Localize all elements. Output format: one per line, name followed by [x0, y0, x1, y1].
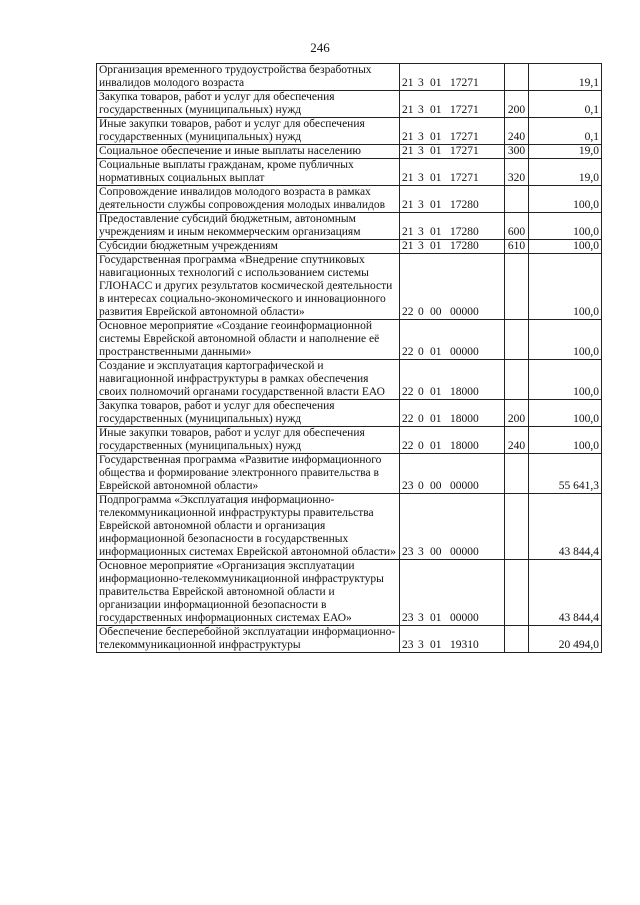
- row-name: Основное мероприятие «Создание геоинформационной системы Еврейской автономной области и наполнение её пространственными данными»: [97, 320, 400, 360]
- code-part: 00000: [450, 480, 479, 492]
- row-code: [400, 159, 505, 186]
- code-part: 17271: [450, 77, 479, 89]
- code-part: 01: [430, 413, 442, 425]
- row-expense-type: [505, 320, 529, 360]
- row-amount: 43 844,4: [529, 494, 602, 560]
- row-amount: 100,0: [529, 320, 602, 360]
- table-row: [97, 64, 602, 91]
- code-part: 22: [402, 413, 414, 425]
- row-amount: 0,1: [529, 91, 602, 118]
- code-part: 21: [402, 131, 414, 143]
- code-part: 23: [402, 480, 414, 492]
- row-expense-type: [505, 494, 529, 560]
- code-part: 3: [418, 546, 424, 558]
- row-code: [400, 320, 505, 360]
- table-row: [97, 186, 602, 213]
- code-part: 22: [402, 346, 414, 358]
- code-part: 0: [418, 346, 424, 358]
- row-code: [400, 626, 505, 653]
- row-code: [400, 213, 505, 240]
- row-expense-type: [505, 454, 529, 494]
- code-part: 18000: [450, 413, 479, 425]
- row-name: Сопровождение инвалидов молодого возраста в рамках деятельности службы сопровождения молодых инвалидов: [97, 186, 400, 213]
- code-part: 0: [418, 386, 424, 398]
- budget-table-body: [97, 64, 602, 653]
- row-amount: 100,0: [529, 360, 602, 400]
- row-code: [400, 64, 505, 91]
- row-expense-type: [505, 626, 529, 653]
- code-part: 23: [402, 639, 414, 651]
- code-part: 01: [430, 104, 442, 116]
- row-name: Государственная программа «Внедрение спутниковых навигационных технологий с использованием системы ГЛОНАСС и других результатов космической деятельности в интересах социально-экономического и инновационного развития Еврейской автономной области»: [97, 254, 400, 320]
- row-amount: 100,0: [529, 400, 602, 427]
- code-part: 17280: [450, 226, 479, 238]
- row-name: Иные закупки товаров, работ и услуг для обеспечения государственных (муниципальных) нужд: [97, 427, 400, 454]
- code-part: 0: [418, 413, 424, 425]
- code-part: 18000: [450, 440, 479, 452]
- code-part: 21: [402, 199, 414, 211]
- row-code: [400, 91, 505, 118]
- row-name: Субсидии бюджетным учреждениям: [97, 240, 400, 254]
- code-part: 01: [430, 77, 442, 89]
- code-part: 22: [402, 440, 414, 452]
- code-part: 00: [430, 546, 442, 558]
- row-name: Основное мероприятие «Организация эксплуатации информационно-телекоммуникационной инфраструктуры правительства Еврейской автономной области и организации информационной безопасности в государственных информационных системах ЕАО»: [97, 560, 400, 626]
- code-part: 17271: [450, 172, 479, 184]
- code-part: 19310: [450, 639, 479, 651]
- code-part: 01: [430, 440, 442, 452]
- code-part: 0: [418, 306, 424, 318]
- row-amount: 100,0: [529, 240, 602, 254]
- row-code: [400, 400, 505, 427]
- row-code: [400, 240, 505, 254]
- row-amount: 0,1: [529, 118, 602, 145]
- row-expense-type: [505, 186, 529, 213]
- row-name: Иные закупки товаров, работ и услуг для обеспечения государственных (муниципальных) нужд: [97, 118, 400, 145]
- row-name: Обеспечение бесперебойной эксплуатации информационно-телекоммуникационной инфраструктуры: [97, 626, 400, 653]
- table-row: [97, 240, 602, 254]
- code-part: 01: [430, 240, 442, 252]
- row-amount: 55 641,3: [529, 454, 602, 494]
- code-part: 00: [430, 306, 442, 318]
- row-amount: 100,0: [529, 213, 602, 240]
- code-part: 3: [418, 199, 424, 211]
- code-part: 0: [418, 480, 424, 492]
- code-part: 3: [418, 131, 424, 143]
- code-part: 3: [418, 172, 424, 184]
- table-row: [97, 159, 602, 186]
- code-part: 01: [430, 226, 442, 238]
- code-part: 23: [402, 546, 414, 558]
- table-row: [97, 560, 602, 626]
- code-part: 3: [418, 240, 424, 252]
- row-expense-type: 320: [505, 159, 529, 186]
- row-expense-type: 240: [505, 118, 529, 145]
- code-part: 23: [402, 612, 414, 624]
- code-part: 00000: [450, 546, 479, 558]
- code-part: 01: [430, 639, 442, 651]
- budget-table: [96, 63, 602, 653]
- code-part: 22: [402, 386, 414, 398]
- row-code: [400, 254, 505, 320]
- table-row: [97, 254, 602, 320]
- row-name: Организация временного трудоустройства безработных инвалидов молодого возраста: [97, 64, 400, 91]
- row-code: [400, 494, 505, 560]
- row-name: Предоставление субсидий бюджетным, автономным учреждениям и иным некоммерческим организациям: [97, 213, 400, 240]
- row-expense-type: 200: [505, 91, 529, 118]
- row-code: [400, 360, 505, 400]
- row-expense-type: [505, 64, 529, 91]
- row-expense-type: 300: [505, 145, 529, 159]
- table-row: [97, 494, 602, 560]
- row-code: [400, 427, 505, 454]
- row-amount: 19,0: [529, 145, 602, 159]
- page-number: 246: [310, 40, 330, 55]
- code-part: 3: [418, 612, 424, 624]
- row-name: Государственная программа «Развитие информационного общества и формирование электронного правительства в Еврейской автономной области»: [97, 454, 400, 494]
- code-part: 3: [418, 639, 424, 651]
- row-name: Социальное обеспечение и иные выплаты населению: [97, 145, 400, 159]
- code-part: 01: [430, 612, 442, 624]
- table-row: [97, 145, 602, 159]
- table-row: [97, 360, 602, 400]
- code-part: 01: [430, 145, 442, 157]
- code-part: 21: [402, 240, 414, 252]
- code-part: 21: [402, 172, 414, 184]
- code-part: 00000: [450, 612, 479, 624]
- code-part: 00000: [450, 306, 479, 318]
- code-part: 17271: [450, 104, 479, 116]
- row-name: Подпрограмма «Эксплуатация информационно-телекоммуникационной инфраструктуры правительства Еврейской автономной области и организация информационной безопасности в государственных информационных системах Еврейской автономной области»: [97, 494, 400, 560]
- row-code: [400, 145, 505, 159]
- row-name: Создание и эксплуатация картографической и навигационной инфраструктуры в рамках обеспечения своих полномочий органами государственной власти ЕАО: [97, 360, 400, 400]
- row-expense-type: 240: [505, 427, 529, 454]
- row-expense-type: [505, 560, 529, 626]
- code-part: 17280: [450, 240, 479, 252]
- row-name: Закупка товаров, работ и услуг для обеспечения государственных (муниципальных) нужд: [97, 91, 400, 118]
- code-part: 3: [418, 226, 424, 238]
- code-part: 01: [430, 172, 442, 184]
- code-part: 21: [402, 77, 414, 89]
- row-amount: 20 494,0: [529, 626, 602, 653]
- code-part: 00: [430, 480, 442, 492]
- code-part: 01: [430, 346, 442, 358]
- code-part: 3: [418, 104, 424, 116]
- code-part: 3: [418, 77, 424, 89]
- table-row: [97, 118, 602, 145]
- row-expense-type: 610: [505, 240, 529, 254]
- row-name: Закупка товаров, работ и услуг для обеспечения государственных (муниципальных) нужд: [97, 400, 400, 427]
- code-part: 01: [430, 386, 442, 398]
- code-part: 18000: [450, 386, 479, 398]
- table-row: [97, 91, 602, 118]
- row-amount: 43 844,4: [529, 560, 602, 626]
- row-amount: 100,0: [529, 427, 602, 454]
- row-expense-type: [505, 254, 529, 320]
- row-code: [400, 454, 505, 494]
- row-expense-type: [505, 360, 529, 400]
- code-part: 21: [402, 145, 414, 157]
- row-code: [400, 186, 505, 213]
- code-part: 22: [402, 306, 414, 318]
- row-code: [400, 118, 505, 145]
- code-part: 21: [402, 226, 414, 238]
- row-amount: 19,0: [529, 159, 602, 186]
- row-expense-type: 600: [505, 213, 529, 240]
- row-amount: 100,0: [529, 254, 602, 320]
- code-part: 01: [430, 199, 442, 211]
- code-part: 00000: [450, 346, 479, 358]
- code-part: 21: [402, 104, 414, 116]
- row-amount: 19,1: [529, 64, 602, 91]
- code-part: 0: [418, 440, 424, 452]
- code-part: 3: [418, 145, 424, 157]
- table-row: [97, 320, 602, 360]
- table-row: [97, 213, 602, 240]
- row-amount: 100,0: [529, 186, 602, 213]
- row-code: [400, 560, 505, 626]
- table-row: [97, 400, 602, 427]
- code-part: 01: [430, 131, 442, 143]
- table-row: [97, 454, 602, 494]
- row-name: Социальные выплаты гражданам, кроме публичных нормативных социальных выплат: [97, 159, 400, 186]
- row-expense-type: 200: [505, 400, 529, 427]
- table-row: [97, 626, 602, 653]
- table-row: [97, 427, 602, 454]
- code-part: 17271: [450, 131, 479, 143]
- code-part: 17271: [450, 145, 479, 157]
- code-part: 17280: [450, 199, 479, 211]
